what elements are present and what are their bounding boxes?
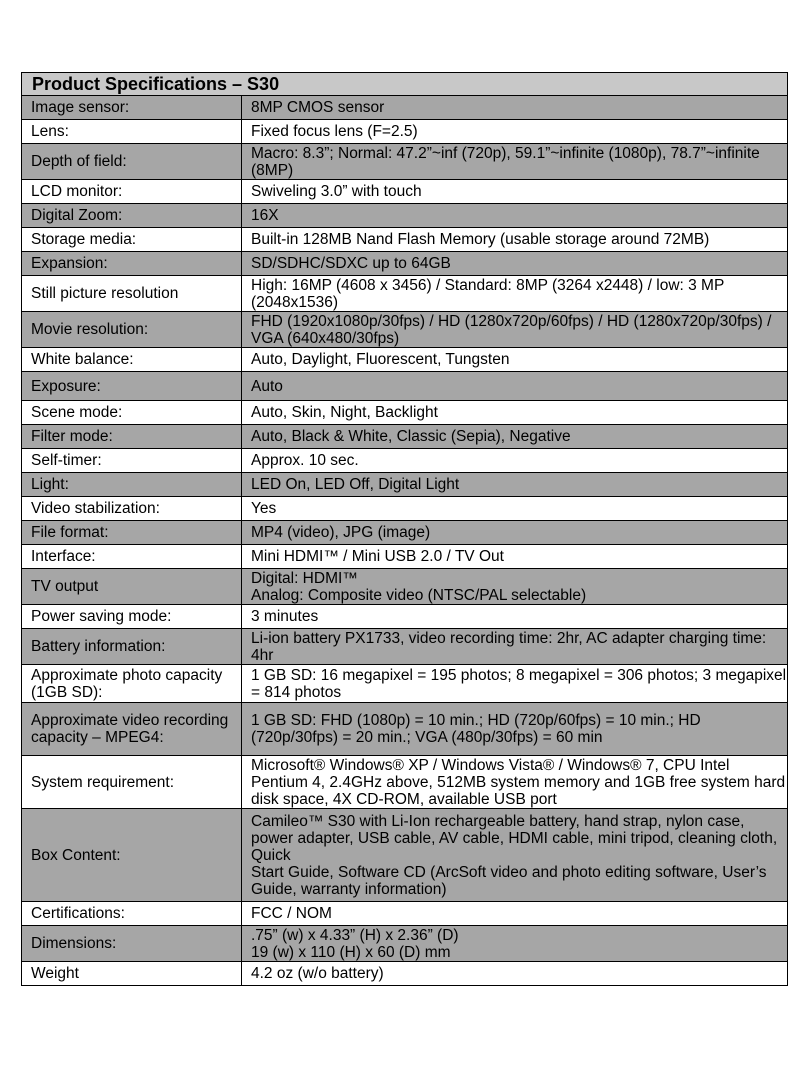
spec-label: White balance: bbox=[22, 348, 242, 372]
spec-value bbox=[242, 228, 788, 252]
table-row bbox=[22, 180, 788, 204]
table-row bbox=[22, 96, 788, 120]
spec-value bbox=[242, 96, 788, 120]
table-row bbox=[22, 401, 788, 425]
spec-value bbox=[242, 756, 788, 809]
spec-label: Power saving mode: bbox=[22, 605, 242, 629]
spec-value-line: LED On, LED Off, Digital Light bbox=[251, 476, 460, 493]
spec-value bbox=[242, 276, 788, 312]
spec-value-line: FHD (1920x1080p/30fps) / HD (1280x720p/60fps) / HD (1280x720p/30fps) / VGA (640x480/30fps) bbox=[251, 312, 772, 347]
spec-value bbox=[242, 312, 788, 348]
spec-label: Approximate video recording capacity – MPEG4: bbox=[22, 703, 242, 756]
table-row bbox=[22, 276, 788, 312]
spec-value bbox=[242, 665, 788, 703]
spec-value-line: Mini HDMI™ / Mini USB 2.0 / TV Out bbox=[251, 548, 504, 565]
spec-value-line: 8MP CMOS sensor bbox=[251, 99, 385, 116]
spec-value-line: 4.2 oz (w/o battery) bbox=[251, 965, 384, 982]
spec-label: Video stabilization: bbox=[22, 497, 242, 521]
spec-label: Movie resolution: bbox=[22, 312, 242, 348]
spec-value bbox=[242, 348, 788, 372]
spec-label: LCD monitor: bbox=[22, 180, 242, 204]
table-row bbox=[22, 252, 788, 276]
spec-value-line: Digital: HDMI™ bbox=[251, 569, 358, 587]
spec-label: Lens: bbox=[22, 120, 242, 144]
spec-label: TV output bbox=[22, 569, 242, 605]
spec-value bbox=[242, 902, 788, 926]
spec-value-line: 1 GB SD: 16 megapixel = 195 photos; 8 megapixel = 306 photos; 3 megapixel = 814 photos bbox=[251, 666, 787, 701]
spec-value bbox=[242, 204, 788, 228]
table-row bbox=[22, 348, 788, 372]
table-row bbox=[22, 902, 788, 926]
spec-value-line: 16X bbox=[251, 207, 279, 224]
spec-label: Battery information: bbox=[22, 629, 242, 665]
table-row bbox=[22, 204, 788, 228]
spec-value bbox=[242, 497, 788, 521]
spec-value-line: Camileo™ S30 with Li-Ion rechargeable battery, hand strap, nylon case, power adapter, USB cable, AV cable, HDMI cable, mini tripod, cleaning cloth, Quick bbox=[251, 812, 778, 864]
spec-label: Image sensor: bbox=[22, 96, 242, 120]
spec-label: Certifications: bbox=[22, 902, 242, 926]
table-row bbox=[22, 605, 788, 629]
spec-value-line: .75” (w) x 4.33” (H) x 2.36” (D) bbox=[251, 926, 459, 944]
spec-value-line: Auto bbox=[251, 377, 283, 395]
table-row bbox=[22, 569, 788, 605]
spec-value-line: FCC / NOM bbox=[251, 905, 332, 922]
spec-label: Filter mode: bbox=[22, 425, 242, 449]
spec-value-line: Swiveling 3.0” with touch bbox=[251, 183, 422, 200]
spec-label: Storage media: bbox=[22, 228, 242, 252]
spec-value bbox=[242, 926, 788, 962]
spec-label: Depth of field: bbox=[22, 144, 242, 180]
spec-label: File format: bbox=[22, 521, 242, 545]
product-specifications-table bbox=[21, 72, 788, 986]
spec-label: Expansion: bbox=[22, 252, 242, 276]
spec-value bbox=[242, 401, 788, 425]
table-row bbox=[22, 449, 788, 473]
table-row bbox=[22, 497, 788, 521]
spec-value bbox=[242, 809, 788, 902]
spec-value-line: Macro: 8.3”; Normal: 47.2”~inf (720p), 59.1”~infinite (1080p), 78.7”~infinite (8MP) bbox=[251, 144, 760, 179]
spec-value-line: Auto, Daylight, Fluorescent, Tungsten bbox=[251, 351, 510, 368]
spec-label: Box Content: bbox=[22, 809, 242, 902]
spec-value-line: 3 minutes bbox=[251, 608, 319, 625]
table-row bbox=[22, 120, 788, 144]
spec-label: Light: bbox=[22, 473, 242, 497]
spec-value bbox=[242, 252, 788, 276]
spec-label: Approximate photo capacity (1GB SD): bbox=[22, 665, 242, 703]
spec-value-line: Fixed focus lens (F=2.5) bbox=[251, 123, 418, 140]
spec-value-line: 1 GB SD: FHD (1080p) = 10 min.; HD (720p/60fps) = 10 min.; HD (720p/30fps) = 20 min.; VGA (480p/30fps) = 60 min bbox=[251, 712, 701, 746]
table-row bbox=[22, 809, 788, 902]
spec-value-line: SD/SDHC/SDXC up to 64GB bbox=[251, 255, 451, 272]
spec-value bbox=[242, 180, 788, 204]
table-row bbox=[22, 545, 788, 569]
spec-value bbox=[242, 569, 788, 605]
table-row bbox=[22, 144, 788, 180]
spec-value bbox=[242, 521, 788, 545]
spec-value-line: Yes bbox=[251, 500, 277, 517]
spec-label: Scene mode: bbox=[22, 401, 242, 425]
spec-value-line: Microsoft® Windows® XP / Windows Vista® / Windows® 7, CPU Intel Pentium 4, 2.4GHz above, 512MB system memory and 1GB free system hard disk space, 4X CD-ROM, available USB port bbox=[251, 756, 786, 808]
spec-label: Weight bbox=[22, 962, 242, 986]
table-row bbox=[22, 962, 788, 986]
spec-value bbox=[242, 120, 788, 144]
table-row bbox=[22, 372, 788, 401]
table-row bbox=[22, 521, 788, 545]
spec-value-line: Auto, Black & White, Classic (Sepia), Negative bbox=[251, 428, 571, 445]
spec-value-line: 19 (w) x 110 (H) x 60 (D) mm bbox=[251, 943, 451, 961]
spec-label: Dimensions: bbox=[22, 926, 242, 962]
spec-label: Interface: bbox=[22, 545, 242, 569]
table-row bbox=[22, 473, 788, 497]
table-row bbox=[22, 703, 788, 756]
spec-value bbox=[242, 545, 788, 569]
spec-value-line: Analog: Composite video (NTSC/PAL selectable) bbox=[251, 586, 587, 604]
spec-value-line: Built-in 128MB Nand Flash Memory (usable storage around 72MB) bbox=[251, 231, 710, 248]
spec-label: Exposure: bbox=[22, 372, 242, 401]
spec-value bbox=[242, 605, 788, 629]
spec-value bbox=[242, 449, 788, 473]
table-row bbox=[22, 926, 788, 962]
table-row bbox=[22, 665, 788, 703]
spec-value bbox=[242, 372, 788, 401]
spec-value bbox=[242, 473, 788, 497]
table-row bbox=[22, 756, 788, 809]
spec-value bbox=[242, 629, 788, 665]
spec-value-line: MP4 (video), JPG (image) bbox=[251, 524, 431, 541]
spec-value bbox=[242, 144, 788, 180]
spec-value-line: Li-ion battery PX1733, video recording time: 2hr, AC adapter charging time: 4hr bbox=[251, 629, 767, 664]
spec-value-line: Start Guide, Software CD (ArcSoft video and photo editing software, User’s Guide, warranty information) bbox=[251, 863, 767, 898]
table-row bbox=[22, 629, 788, 665]
spec-label: Still picture resolution bbox=[22, 276, 242, 312]
spec-value-line: Auto, Skin, Night, Backlight bbox=[251, 404, 438, 421]
table-title: Product Specifications – S30 bbox=[22, 73, 788, 96]
spec-value bbox=[242, 962, 788, 986]
spec-label: Digital Zoom: bbox=[22, 204, 242, 228]
table-row bbox=[22, 228, 788, 252]
spec-label: System requirement: bbox=[22, 756, 242, 809]
spec-value-line: Approx. 10 sec. bbox=[251, 452, 359, 469]
spec-rows bbox=[22, 96, 788, 986]
table-title-row bbox=[22, 73, 788, 96]
spec-label: Self-timer: bbox=[22, 449, 242, 473]
spec-value-line: High: 16MP (4608 x 3456) / Standard: 8MP (3264 x2448) / low: 3 MP (2048x1536) bbox=[251, 276, 725, 311]
table-row bbox=[22, 312, 788, 348]
spec-value bbox=[242, 703, 788, 756]
table-row bbox=[22, 425, 788, 449]
spec-value bbox=[242, 425, 788, 449]
